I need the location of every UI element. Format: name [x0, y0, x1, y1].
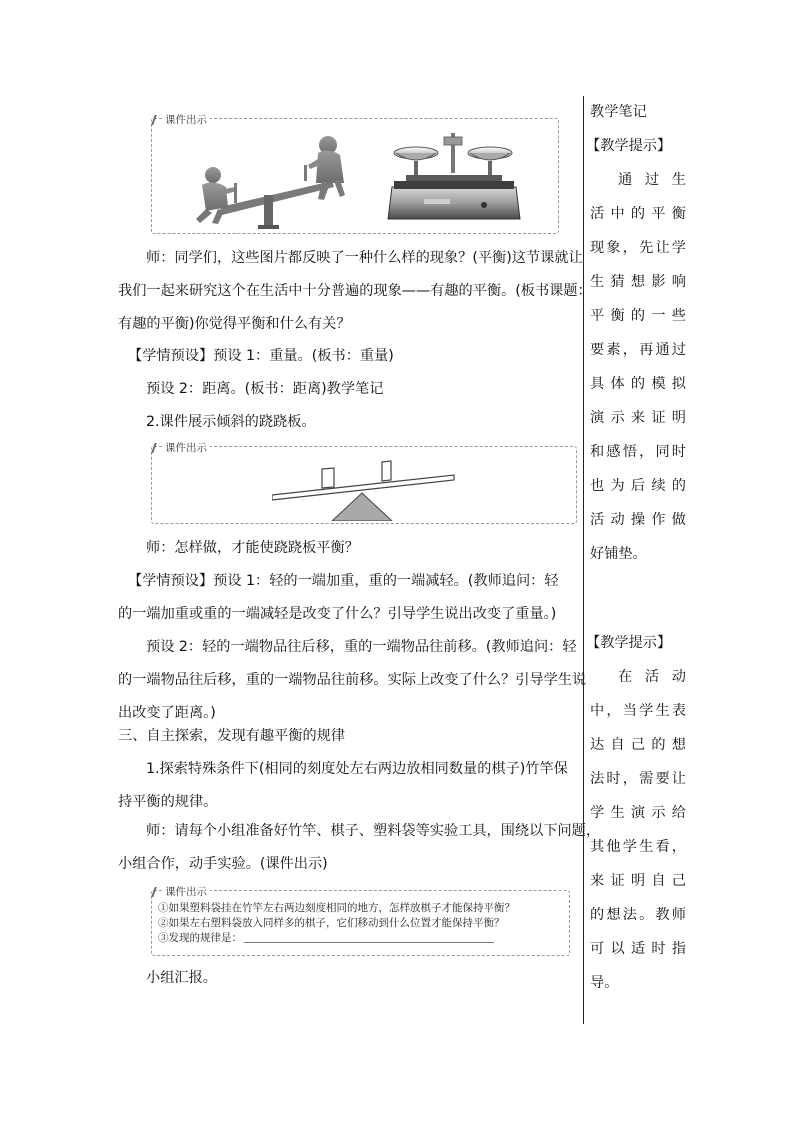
note-line: 具体的模拟 [590, 376, 686, 392]
text-line: 持平衡的规律。 [118, 794, 218, 810]
text-line: 我们一起来研究这个在生活中十分普遍的现象——有趣的平衡。(板书课题： [118, 283, 592, 299]
text-line: 出改变了距离。) [118, 705, 216, 721]
note-line: 学生演示给 [590, 805, 686, 821]
experiment-instruction [118, 815, 601, 881]
note-line: 现象，先让学 [590, 240, 686, 256]
courseware-box-1 [151, 114, 559, 234]
note-line: 其他学生看， [590, 839, 686, 855]
step-2: 2.课件展示倾斜的跷跷板。 [146, 414, 316, 430]
text-line: 预设 2：轻的一端物品往后移，重的一端物品往前移。(教师追问：轻 [146, 639, 577, 655]
side-notes-title: 教学笔记 [590, 104, 647, 120]
note-line: 平衡的一些 [590, 308, 686, 324]
text-line: 的一端物品往后移，重的一端物品往前移。实际上改变了什么？引导学生说 [118, 672, 587, 688]
item-1 [118, 753, 580, 819]
teaching-tip-1 [590, 163, 686, 571]
note-line: 通 过 生 [618, 172, 686, 188]
question-item: ②如果左右塑料袋放入同样多的棋子，它们移动到什么位置才能保持平衡？ [158, 917, 505, 929]
note-line: 好铺垫。 [590, 546, 647, 562]
answer-blank [244, 928, 494, 943]
text-line: 【学情预设】预设 1：轻的一端加重，重的一端减轻。(教师追问：轻 [128, 573, 559, 589]
question-item: ①如果塑料袋挂在竹竿左右两边刻度相同的地方，怎样放棋子才能保持平衡？ [158, 902, 515, 914]
note-line: 生猜想影响 [590, 274, 686, 290]
text-line: 师：同学们，这些图片都反映了一种什么样的现象？(平衡)这节课就让 [146, 250, 583, 266]
question-list [158, 901, 515, 946]
note-line: 也为后续的 [590, 478, 686, 494]
note-line: 要素，再通过 [590, 342, 686, 358]
seesaw-photo [182, 125, 362, 231]
note-line: 法时，需要让 [590, 771, 686, 787]
note-line: 活动操作做 [590, 512, 686, 528]
note-line: 导。 [590, 975, 619, 991]
courseware-box-3 [151, 886, 570, 956]
text-line: 1.探索特殊条件下(相同的刻度处左右两边放相同数量的棋子)竹竿保 [146, 761, 568, 777]
note-line: 来证明自己 [590, 873, 686, 889]
note-line: 达自己的想 [590, 737, 686, 753]
question-item: ③发现的规律是： [158, 931, 515, 946]
courseware-box-2 [151, 442, 577, 524]
preset-distance-change [118, 631, 587, 730]
paragraph-intro [118, 242, 592, 341]
courseware-label: 课件出示 [162, 112, 210, 127]
section-heading-3: 三、自主探索，发现有趣平衡的规律 [118, 728, 346, 744]
courseware-label: 课件出示 [162, 884, 210, 899]
courseware-label: 课件出示 [162, 440, 210, 455]
note-line: 演示来证明 [590, 410, 686, 426]
text-line: 师：请每个小组准备好竹竿、棋子、塑料袋等实验工具，围绕以下问题， [146, 823, 601, 839]
note-line: 和感悟，同时 [590, 444, 686, 460]
text-line: 的一端加重或重的一端减轻是改变了什么？引导学生说出改变了重量。) [118, 606, 557, 622]
note-line: 的想法。教师 [590, 907, 686, 923]
preset-distance: 预设 2：距离。(板书：距离)教学笔记 [146, 381, 384, 397]
teacher-question: 师：怎样做，才能使跷跷板平衡？ [146, 540, 359, 556]
teaching-tip-1-header: 【教学提示】 [586, 138, 672, 154]
text-line: 小组合作，动手实验。(课件出示) [118, 856, 328, 872]
tilted-seesaw-diagram [272, 457, 472, 521]
note-line: 在 活 动 [618, 669, 686, 685]
balance-scale-photo [384, 127, 524, 227]
preset-weight: 【学情预设】预设 1：重量。(板书：重量) [128, 348, 394, 364]
teaching-tip-2-header: 【教学提示】 [586, 635, 672, 651]
text-line: 有趣的平衡)你觉得平衡和什么有关？ [118, 316, 351, 332]
group-report: 小组汇报。 [146, 970, 217, 986]
note-line: 中，当学生表 [590, 703, 686, 719]
teaching-tip-2 [590, 660, 686, 1000]
note-line: 活中的平衡 [590, 206, 686, 222]
preset-weight-change [118, 565, 580, 631]
column-divider [583, 96, 584, 1024]
note-line: 可以适时指 [590, 941, 686, 957]
